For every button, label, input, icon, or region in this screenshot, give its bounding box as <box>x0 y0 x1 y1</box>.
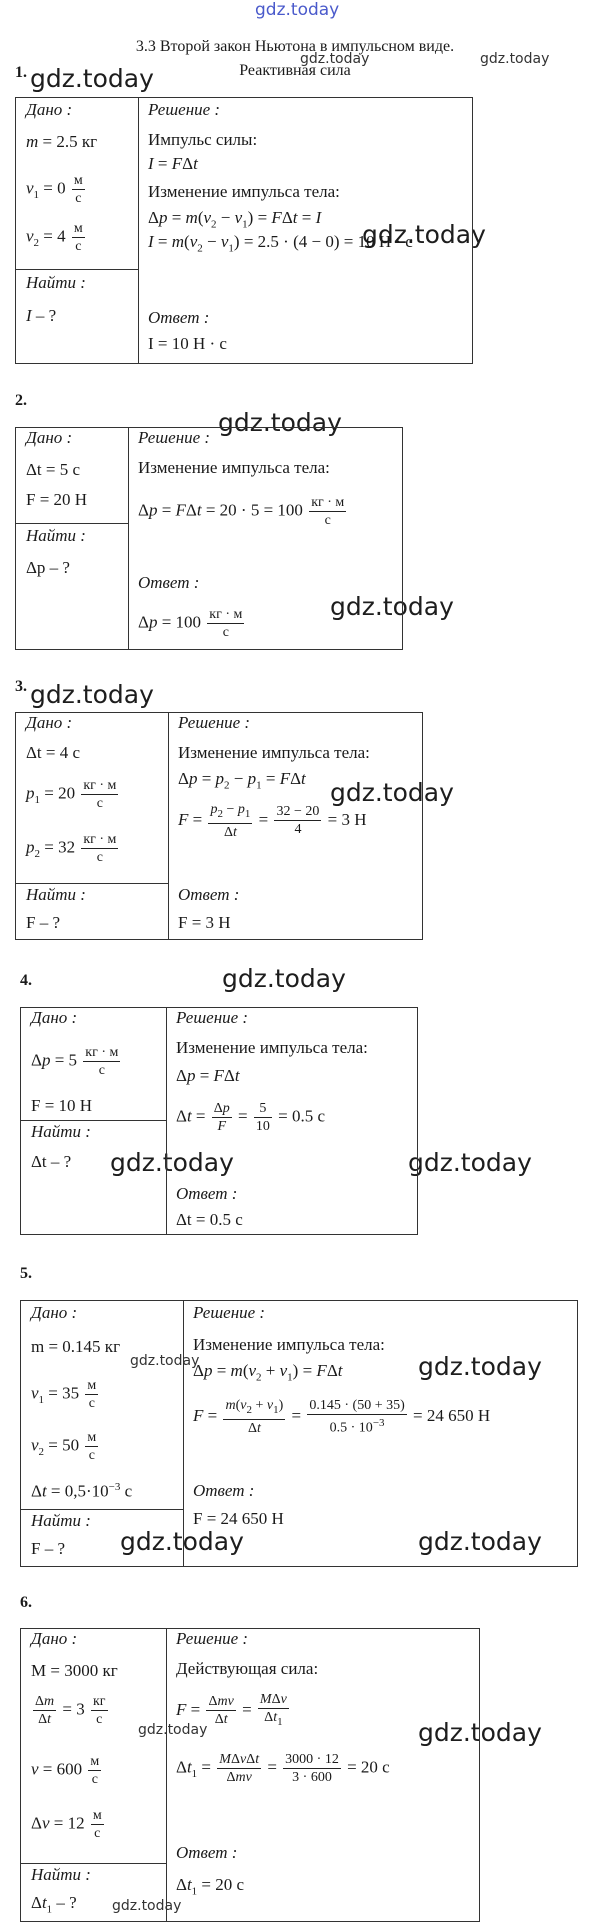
answer-label: Ответ : <box>176 1843 238 1862</box>
find-label: Найти : <box>31 1511 91 1530</box>
watermark: gdz.today <box>418 1718 542 1747</box>
watermark: gdz.today <box>112 1898 182 1914</box>
given-dp: Δp = 5 $\frac{кг \cdot м}{с}$ <box>31 1045 119 1078</box>
given-v1: $v_1 = 0$ $\frac{м}{с}$ <box>26 173 83 206</box>
watermark: gdz.today <box>218 408 342 437</box>
find-value: Δt – ? <box>31 1152 72 1171</box>
problem-4-table <box>20 1007 418 1235</box>
solution-label: Решение : <box>178 713 251 732</box>
given-p2: $p_2 = 32$ $\frac{кг \cdot м}{с}$ <box>26 832 117 865</box>
solution-label: Решение : <box>176 1629 249 1648</box>
find-label: Найти : <box>31 1865 91 1884</box>
formula: F = $\frac{p_2 - p_1}{\Delta t}$ = $\frac{32 - 20}{4}$ = 3 Н <box>178 802 367 840</box>
answer-label: Ответ : <box>176 1184 238 1203</box>
problem-number: 2. <box>15 392 27 409</box>
find-value: I – ? <box>26 306 57 325</box>
answer-value: $\Delta t_1 = 20$ с <box>176 1875 245 1898</box>
formula: I = FΔt <box>148 154 198 173</box>
formula: $\Delta p = m(v_2 + v_1) = F\Delta t$ <box>193 1361 343 1384</box>
formula: $\Delta t_1$ = $\frac{\text{MΔvΔt}}{\text{Δmv}}$ = $\frac{3000 \cdot 12}{3 \cdot 600}$ = 20 с <box>176 1752 390 1785</box>
problem-1-table <box>15 97 473 364</box>
given-label: Дано : <box>31 1629 78 1648</box>
problem-5-table <box>20 1300 578 1567</box>
find-label: Найти : <box>26 885 86 904</box>
problem-number: 1. <box>15 64 27 81</box>
watermark: gdz.today <box>130 1353 200 1369</box>
watermark: gdz.today <box>362 220 486 249</box>
given-v2: $v_2 = 50$ $\frac{м}{с}$ <box>31 1430 97 1463</box>
given-force: F = 10 Н <box>31 1096 93 1115</box>
answer-label: Ответ : <box>148 308 210 327</box>
solution-heading: Изменение импульса тела: <box>148 182 340 201</box>
solution-heading: Изменение импульса тела: <box>138 458 330 477</box>
watermark: gdz.today <box>330 592 454 621</box>
answer-label: Ответ : <box>178 885 240 904</box>
section-subtitle: Реактивная сила <box>239 62 351 79</box>
solution-heading: Изменение импульса тела: <box>193 1335 385 1354</box>
watermark: gdz.today <box>120 1527 244 1556</box>
given-label: Дано : <box>31 1008 78 1027</box>
given-dt: Δt = 4 с <box>26 743 81 762</box>
problem-number: 5. <box>20 1265 32 1282</box>
given-label: Дано : <box>31 1303 78 1322</box>
watermark: gdz.today <box>138 1722 208 1738</box>
solution-label: Решение : <box>138 428 211 447</box>
find-value: $\Delta t_1$ – ? <box>31 1893 77 1916</box>
formula: Δp = FΔt = 20 · 5 = 100 $\frac{кг \cdot м}{с}$ <box>138 495 345 528</box>
find-value: F – ? <box>26 913 60 932</box>
formula: F = $\frac{m(v_2 + v_1)}{\Delta t}$ = $\frac{0.145 \cdot (50 + 35)}{0.5 \cdot 10^{-3}}$ = 24 650 Н <box>193 1398 491 1436</box>
solution-heading: Действующая сила: <box>176 1659 319 1678</box>
watermark: gdz.today <box>255 0 340 20</box>
formula: Δp = FΔt <box>176 1066 240 1085</box>
formula: $I = m(v_2 - v_1) = 2.5 \cdot (4 - 0) = 10$ Н · с <box>148 232 413 255</box>
problem-2-table <box>15 427 403 650</box>
formula: $\Delta p = m(v_2 - v_1) = F\Delta t = I$ <box>148 208 322 231</box>
answer-value: Δp = 100 $\frac{кг \cdot м}{с}$ <box>138 607 243 640</box>
find-label: Найти : <box>26 273 86 292</box>
answer-label: Ответ : <box>138 573 200 592</box>
find-label: Найти : <box>26 526 86 545</box>
watermark: gdz.today <box>408 1148 532 1177</box>
find-value: F – ? <box>31 1539 65 1558</box>
problem-3-table <box>15 712 423 940</box>
given-p1: $p_1 = 20$ $\frac{кг \cdot м}{с}$ <box>26 778 117 811</box>
section-title: 3.3 Второй закон Ньютона в импульсном виде. <box>135 38 455 55</box>
solution-label: Решение : <box>176 1008 249 1027</box>
watermark: gdz.today <box>418 1527 542 1556</box>
problem-number: 4. <box>20 972 32 989</box>
watermark: gdz.today <box>480 51 550 67</box>
watermark: gdz.today <box>330 778 454 807</box>
formula: $\Delta p = p_2 - p_1 = F\Delta t$ <box>178 769 306 792</box>
solution-heading: Импульс силы: <box>148 130 258 149</box>
answer-value: F = 3 Н <box>178 913 231 932</box>
watermark: gdz.today <box>222 964 346 993</box>
formula: Δt = $\frac{\Delta p}{F}$ = $\frac{5}{10}$ = 0.5 с <box>176 1101 326 1134</box>
given-label: Дано : <box>26 713 73 732</box>
given-label: Дано : <box>26 428 73 447</box>
watermark: gdz.today <box>418 1352 542 1381</box>
watermark: gdz.today <box>30 680 154 709</box>
problem-number: 6. <box>20 1594 32 1611</box>
answer-value: Δt = 0.5 с <box>176 1210 243 1229</box>
given-mass-rate: $\frac{\Delta m}{\Delta t}$ = 3 $\frac{кг}{с}$ <box>35 1694 106 1727</box>
find-value: Δp – ? <box>26 558 70 577</box>
given-mass: m = 0.145 кг <box>31 1337 121 1356</box>
given-dt: $\Delta t = 0,5\cdot 10^{-3}$ с <box>31 1481 133 1501</box>
watermark: gdz.today <box>110 1148 234 1177</box>
given-v2: $v_2 = 4$ $\frac{м}{с}$ <box>26 221 83 254</box>
given-velocity: v = 600 $\frac{м}{с}$ <box>31 1754 100 1787</box>
given-force: F = 20 Н <box>26 490 88 509</box>
given-dt: Δt = 5 с <box>26 460 81 479</box>
problem-6-table <box>20 1628 480 1922</box>
watermark: gdz.today <box>30 64 154 93</box>
answer-value: I = 10 Н · с <box>148 334 227 353</box>
find-label: Найти : <box>31 1122 91 1141</box>
given-label: Дано : <box>26 100 73 119</box>
watermark: gdz.today <box>300 51 370 67</box>
formula: F = $\frac{\text{Δmv}}{\Delta t}$ = $\frac{\text{MΔv}}{\Delta t_1}$ <box>176 1692 287 1728</box>
given-dv: Δv = 12 $\frac{м}{с}$ <box>31 1808 102 1841</box>
given-mass: m = 2.5 кг <box>26 132 98 151</box>
answer-value: F = 24 650 Н <box>193 1509 284 1528</box>
solution-label: Решение : <box>148 100 221 119</box>
problem-number: 3. <box>15 678 27 695</box>
given-v1: $v_1 = 35$ $\frac{м}{с}$ <box>31 1378 97 1411</box>
answer-label: Ответ : <box>193 1481 255 1500</box>
solution-heading: Изменение импульса тела: <box>176 1038 368 1057</box>
solution-label: Решение : <box>193 1303 266 1322</box>
solution-heading: Изменение импульса тела: <box>178 743 370 762</box>
given-mass: M = 3000 кг <box>31 1661 118 1680</box>
